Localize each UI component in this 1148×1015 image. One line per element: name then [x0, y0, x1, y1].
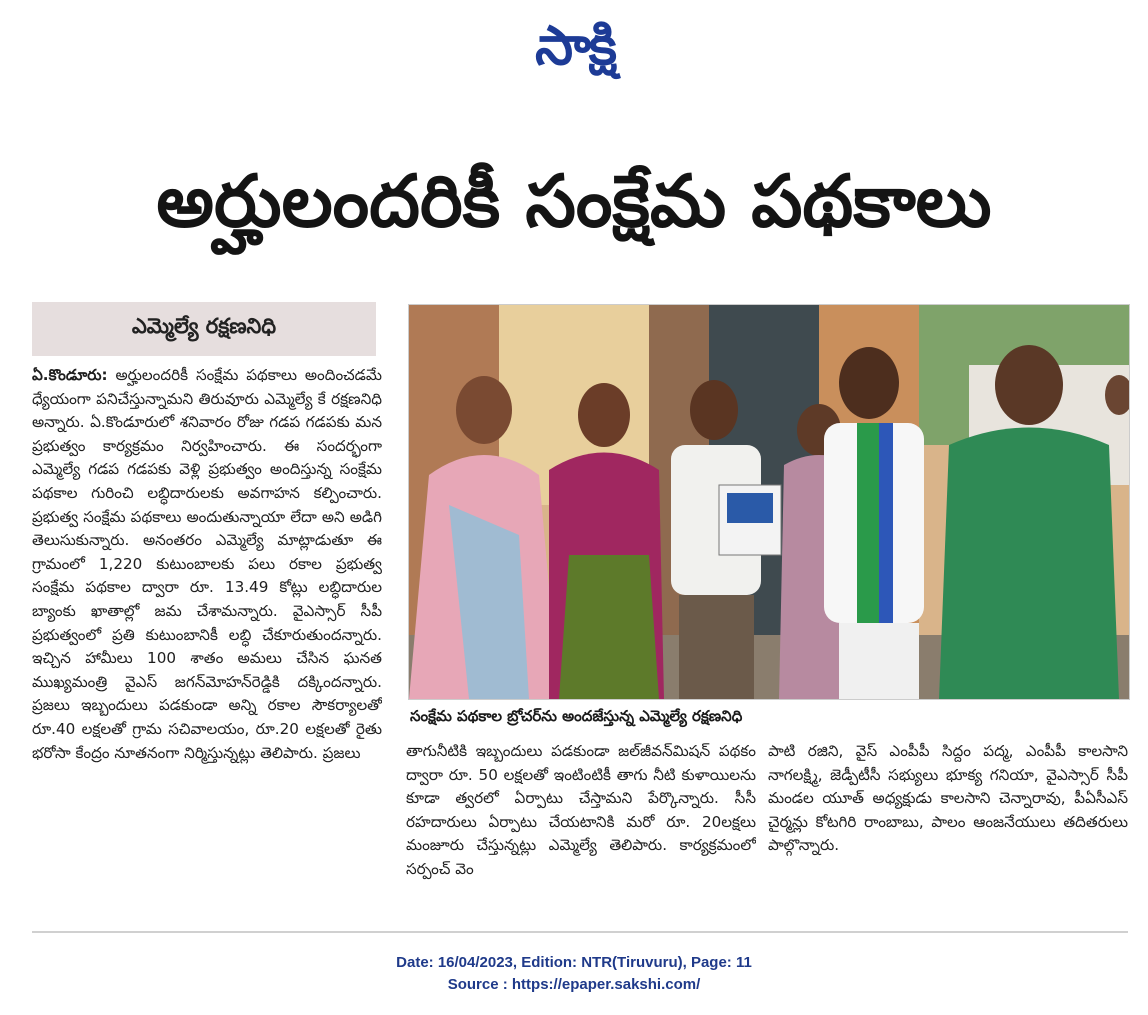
photo-caption: సంక్షేమ పథకాల బ్రోచర్‌ను అందజేస్తున్న ఎమ్మెల్యే రక్షణనిధి — [410, 707, 743, 725]
footer-source-line: Source : https://epaper.sakshi.com/ — [447, 976, 701, 993]
footer-date-line: Date: 16/04/2023, Edition: NTR(Tiruvuru), Page: 11 — [396, 954, 752, 971]
byline: ఎమ్మెల్యే రక్షణనిధి — [32, 302, 376, 356]
article-body-left: అర్హులందరికీ సంక్షేమ పథకాలు అందించడమే ధ్యేయంగా పనిచేస్తున్నామని తిరువూరు ఎమ్మెల్యే కే రక్షణనిధి అన్నారు. ఏ.కొండూరులో శనివారం రోజు గడప గడపకు మన ప్రభుత్వం కార్యక్రమం నిర్వహించారు. ఈ సందర్భంగా ఎమ్మెల్యే గడప గడపకు వెళ్లి ప్రభుత్వం అందిస్తున్న సంక్షేమ పథకాల గురించి లబ్ధిదారులకు అవగాహన కల్పించారు. ప్రభుత్వ సంక్షేమ పథకాలు అందుతున్నాయా లేదా అని అడిగి తెలుసుకున్నారు. అనంతరం ఎమ్మెల్యే మాట్లాడుతూ ఈ గ్రామంలో 1,220 కుటుంబాలకు పలు రకాల ప్రభుత్వ సంక్షేమ పథకాల ద్వారా రూ. 13.49 కోట్లు లబ్ధిదారుల బ్యాంకు ఖాతాల్లో జమ చేశామన్నారు. వైఎస్సార్ సీపీ ప్రభుత్వంలో ప్రతి కుటుంబానికీ లబ్ధి చేకూరుతుందన్నారు. ఇచ్చిన హామీలు 100 శాతం అమలు చేసిన ఘనత ముఖ్యమంత్రి వైఎస్ జగన్‌మోహన్‌రెడ్డికి దక్కిందన్నారు. ప్రజలు ఇబ్బందులు పడకుండా అన్ని రకాల సౌకర్యాలతో రూ.40 లక్షలతో గ్రామ సచివాలయం, రూ.20 లక్షలతో రైతు భరోసా కేంద్రం నూతనంగా నిర్మిస్తున్నట్లు తెలిపారు. ప్రజలు — [32, 366, 382, 762]
article-body-mid: తాగునీటికి ఇబ్బందులు పడకుండా జల్‌జీవన్‌మిషన్ పథకం ద్వారా రూ. 50 లక్షలతో ఇంటింటికీ తాగు నీటి కుళాయిలను కూడా త్వరలో ఏర్పాటు చేస్తామని పేర్కొన్నారు. సీసీ రహదారులు ఏర్పాటు చేయటానికి మరో రూ. 20లక్షలు మంజూరు చేస్తున్నట్లు ఎమ్మెల్యే తెలిపారు. కార్యక్రమంలో సర్పంచ్ వెం — [406, 742, 756, 878]
article-body-right: పాటి రజిని, వైస్ ఎంపీపీ సిద్దం పద్మ, ఎంపీపీ కాలసాని నాగలక్ష్మి, జెడ్పీటీసీ సభ్యులు భూక్య గనియా, వైఎస్సార్ సీపీ మండల యూత్ అధ్యక్షుడు కాలసాని చెన్నారావు, పీఏసీఎస్ చైర్మన్లు కోటగిరి రాంబాబు, పాలం ఆంజనేయులు తదితరులు పాల్గొన్నారు. — [768, 742, 1128, 855]
dateline: ఏ.కొండూరు: — [32, 366, 108, 384]
sakshi-logo: సాక్షి — [535, 13, 615, 77]
article-photo — [408, 304, 1130, 700]
article-column-left — [32, 364, 382, 914]
footer-divider — [32, 931, 1128, 933]
article-headline: అర్హులందరికీ సంక్షేమ పథకాలు — [156, 159, 992, 243]
